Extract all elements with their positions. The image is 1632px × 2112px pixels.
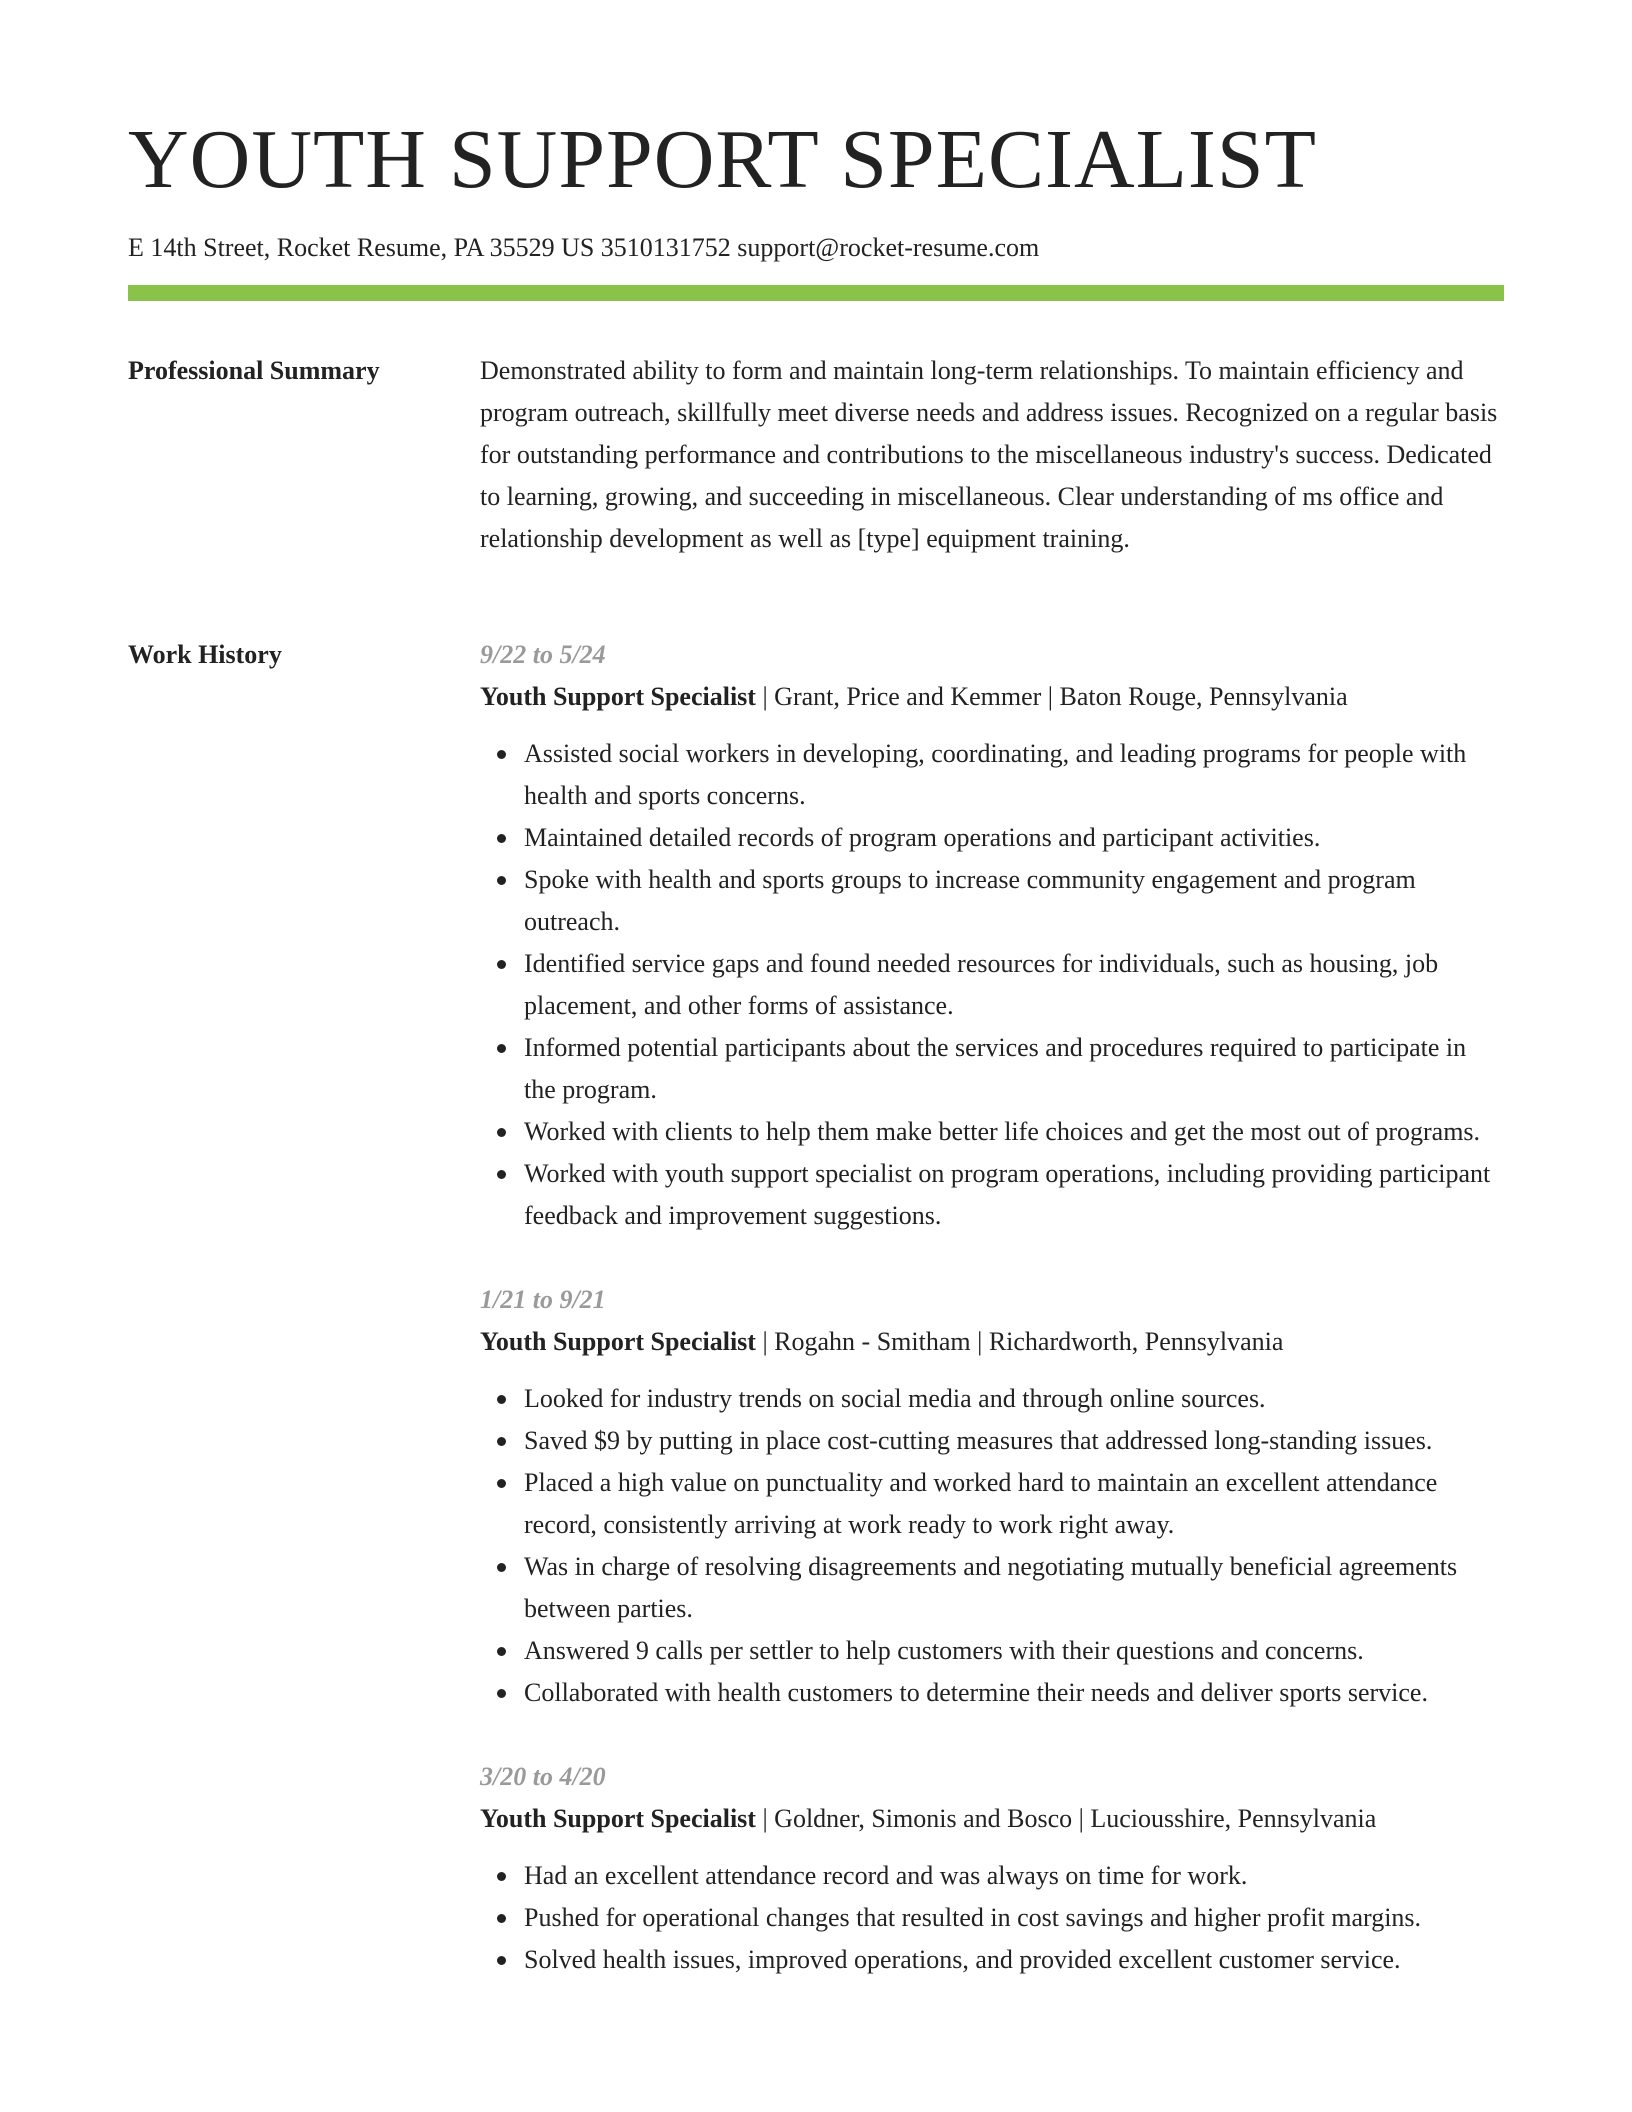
- job-bullet: Spoke with health and sports groups to increase community engagement and program outreach.: [524, 859, 1504, 943]
- summary-body: [480, 350, 1504, 560]
- job-dates: 9/22 to 5/24: [480, 640, 606, 669]
- job-entry: [480, 1279, 1504, 1714]
- job-bullets: [480, 1855, 1504, 1981]
- job-bullet: Had an excellent attendance record and was always on time for work.: [524, 1855, 1504, 1897]
- section-label-work-history: Work History: [128, 640, 282, 669]
- job-heading: [480, 1321, 1504, 1363]
- job-bullet: Informed potential participants about the services and procedures required to participate in the program.: [524, 1027, 1504, 1111]
- job-bullets: [480, 1378, 1504, 1714]
- job-bullet: Placed a high value on punctuality and worked hard to maintain an excellent attendance record, consistently arriving at work ready to work right away.: [524, 1462, 1504, 1546]
- summary-text: Demonstrated ability to form and maintain long-term relationships. To maintain efficiency and program outreach, skillfully meet diverse needs and address issues. Recognized on a regular basis for outstanding performance and contributions to the miscellaneous industry's success. Dedicated to learning, growing, and succeeding in miscellaneous. Clear understanding of ms office and relationship development as well as [type] equipment training.: [480, 356, 1498, 553]
- job-details: | Rogahn - Smitham | Richardworth, Pennsylvania: [755, 1327, 1284, 1356]
- job-bullet: Assisted social workers in developing, coordinating, and leading programs for people with health and sports concerns.: [524, 733, 1504, 817]
- contact-line: E 14th Street, Rocket Resume, PA 35529 US 3510131752 support@rocket-resume.com: [128, 233, 1040, 262]
- job-bullet: Worked with youth support specialist on program operations, including providing participant feedback and improvement suggestions.: [524, 1153, 1504, 1237]
- work-history-body: [480, 634, 1504, 2023]
- header-accent-rule: [128, 285, 1504, 301]
- job-bullet: Pushed for operational changes that resulted in cost savings and higher profit margins.: [524, 1897, 1504, 1939]
- job-bullet: Identified service gaps and found needed resources for individuals, such as housing, job placement, and other forms of assistance.: [524, 943, 1504, 1027]
- job-details: | Grant, Price and Kemmer | Baton Rouge, Pennsylvania: [755, 682, 1348, 711]
- job-heading: [480, 1798, 1504, 1840]
- job-bullet: Maintained detailed records of program operations and participant activities.: [524, 817, 1504, 859]
- job-title: Youth Support Specialist: [480, 1804, 756, 1833]
- section-label-summary: Professional Summary: [128, 356, 380, 385]
- job-heading: [480, 676, 1504, 718]
- job-bullet: Solved health issues, improved operations, and provided excellent customer service.: [524, 1939, 1504, 1981]
- job-dates: 3/20 to 4/20: [480, 1762, 606, 1791]
- job-details: | Goldner, Simonis and Bosco | Luciousshire, Pennsylvania: [755, 1804, 1377, 1833]
- job-dates: 1/21 to 9/21: [480, 1285, 606, 1314]
- job-bullet: Looked for industry trends on social media and through online sources.: [524, 1378, 1504, 1420]
- job-title: Youth Support Specialist: [480, 1327, 756, 1356]
- job-bullets: [480, 733, 1504, 1237]
- resume-title: YOUTH SUPPORT SPECIALIST: [128, 113, 1317, 206]
- job-title: Youth Support Specialist: [480, 682, 756, 711]
- job-entry: [480, 634, 1504, 1237]
- job-bullet: Saved $9 by putting in place cost-cutting measures that addressed long-standing issues.: [524, 1420, 1504, 1462]
- job-entry: [480, 1756, 1504, 1981]
- job-bullet: Worked with clients to help them make better life choices and get the most out of programs.: [524, 1111, 1504, 1153]
- job-bullet: Collaborated with health customers to determine their needs and deliver sports service.: [524, 1672, 1504, 1714]
- job-bullet: Was in charge of resolving disagreements and negotiating mutually beneficial agreements between parties.: [524, 1546, 1504, 1630]
- job-bullet: Answered 9 calls per settler to help customers with their questions and concerns.: [524, 1630, 1504, 1672]
